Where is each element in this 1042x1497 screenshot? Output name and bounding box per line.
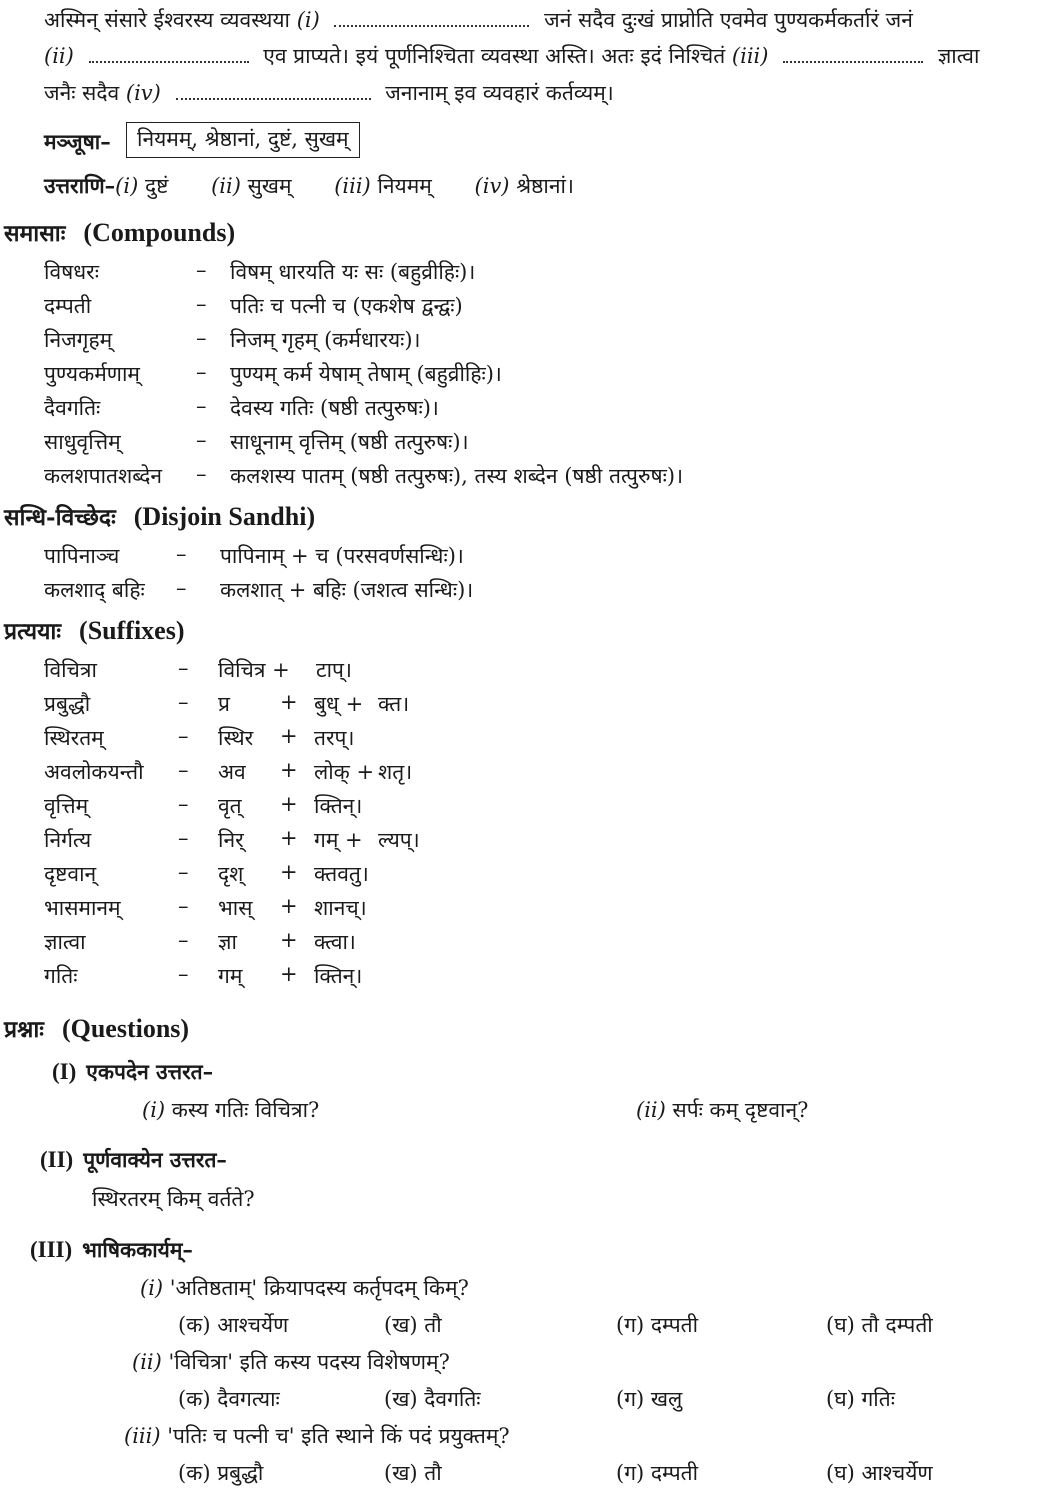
question-group-1-title (52, 1058, 213, 1086)
answers-line (44, 172, 574, 200)
dash: – (178, 860, 189, 884)
compound-expl: पुण्यम् कर्म येषाम् तेषाम् (बहुव्रीहिः)। (230, 362, 502, 386)
answers-label: उत्तराणि– (44, 173, 116, 198)
question-marker: (ii) (636, 1098, 666, 1122)
question-marker: (iii) (124, 1424, 168, 1448)
passage-text: जनानाम् इव व्यवहारं कर्तव्यम्। (385, 81, 614, 105)
heading-hindi: समासाः (4, 220, 66, 247)
heading-hindi: प्रश्नाः (4, 1016, 44, 1043)
dash: – (196, 394, 207, 418)
passage-text: ज्ञात्वा (937, 44, 980, 68)
mcq-question (132, 1348, 450, 1376)
dash: – (196, 258, 207, 282)
question-marker: (i) (140, 1276, 170, 1300)
question-ii (636, 1096, 808, 1124)
heading-hindi: प्रत्ययाः (4, 618, 62, 645)
dash: – (178, 928, 189, 952)
pratyaya-part: + (280, 894, 298, 918)
roman-numeral: (I) (52, 1059, 77, 1084)
heading-english: (Disjoin Sandhi) (133, 502, 316, 531)
blank-dots (89, 57, 249, 63)
blank-dots (783, 57, 923, 63)
answer-marker: (i) (115, 174, 139, 198)
question-i (142, 1096, 319, 1124)
heading-hindi: सन्धि-विच्छेदः (4, 504, 116, 531)
pratyaya-part: लोक् + (314, 760, 375, 784)
compound-word: कलशपातशब्देन (44, 464, 163, 488)
sandhi-heading (4, 500, 315, 532)
passage-text: अस्मिन् संसारे ईश्वरस्य व्यवस्थया (44, 8, 290, 32)
dash: – (178, 826, 189, 850)
question-text: कस्य गतिः विचित्रा? (171, 1098, 320, 1122)
mcq-option[interactable]: (ग) खलु (616, 1387, 683, 1411)
compound-word: पुण्यकर्मणाम् (44, 362, 140, 386)
pratyaya-word: अवलोकयन्तौ (44, 760, 144, 784)
pratyaya-part: + (280, 962, 298, 986)
question-marker: (ii) (132, 1350, 169, 1374)
pratyaya-part: क्त। (378, 692, 410, 716)
pratyaya-word: गतिः (44, 964, 78, 988)
pratyaya-part: + (280, 928, 298, 952)
roman-numeral: (II) (40, 1147, 74, 1172)
dash: – (178, 792, 189, 816)
manjusha-label: मञ्जूषा– (44, 129, 111, 154)
question-text: सर्पः कम् दृष्टवान्? (672, 1098, 809, 1122)
answer-value: नियमम् (377, 174, 432, 198)
pratyaya-part: शतृ। (378, 760, 413, 784)
compound-word: विषधरः (44, 260, 99, 284)
pratyaya-part: गम् (218, 964, 243, 988)
dash: – (178, 894, 189, 918)
pratyaya-word: दृष्टवान् (44, 862, 97, 886)
dash: – (178, 724, 189, 748)
compound-word: साधुवृत्तिम् (44, 430, 121, 454)
blank-marker: (iv) (125, 81, 161, 105)
pratyaya-part: प्र (218, 692, 230, 716)
dash: – (196, 462, 207, 486)
pratyaya-word: निर्गत्य (44, 828, 92, 852)
answer-marker: (iii) (334, 174, 371, 198)
passage-line-3 (44, 79, 614, 107)
pratyaya-word: वृत्तिम् (44, 794, 89, 818)
pratyaya-word: भासमानम् (44, 896, 121, 920)
answer-marker: (ii) (211, 174, 241, 198)
dash: – (178, 758, 189, 782)
manjusha-box: नियमम्, श्रेष्ठानां, दुष्टं, सुखम् (126, 122, 360, 158)
blank-dots (176, 94, 371, 100)
heading-english: (Compounds) (83, 218, 236, 247)
mcq-option[interactable]: (ग) दम्पती (616, 1313, 699, 1337)
passage-text: जनं सदैव दुःखं प्राप्नोति एवमेव पुण्यकर्मकर्तारं जनं (544, 8, 913, 32)
dash: – (196, 428, 207, 452)
compound-expl: साधूनाम् वृत्तिम् (षष्ठी तत्पुरुषः)। (230, 430, 469, 454)
mcq-option[interactable]: (ख) तौ (384, 1313, 442, 1337)
pratyaya-part: + (280, 690, 298, 714)
pratyaya-word: प्रबुद्धौ (44, 692, 91, 716)
pratyaya-part: निर् (218, 828, 244, 852)
question-ii-text: स्थिरतरम् किम् वर्तते? (92, 1187, 255, 1211)
mcq-option[interactable]: (क) प्रबुद्धौ (178, 1461, 264, 1485)
dash: – (178, 962, 189, 986)
pratyaya-part: तरप्। (314, 726, 355, 750)
pratyaya-part: टाप्। (316, 658, 352, 682)
question-marker: (i) (142, 1098, 166, 1122)
mcq-option[interactable]: (ग) दम्पती (616, 1461, 699, 1485)
roman-numeral: (III) (30, 1237, 73, 1262)
mcq-option[interactable]: (क) दैवगत्याः (178, 1387, 280, 1411)
question-text: 'अतिष्ठताम्' क्रियापदस्य कर्तृपदम् किम्? (169, 1276, 469, 1300)
passage-line-2 (44, 42, 979, 70)
mcq-option[interactable]: (घ) आश्चर्येण (826, 1461, 933, 1485)
pratyaya-part: ल्यप्। (378, 828, 420, 852)
dash: – (196, 326, 207, 350)
compound-expl: देवस्य गतिः (षष्ठी तत्पुरुषः)। (230, 396, 439, 420)
dash: – (196, 292, 207, 316)
dash: – (178, 690, 189, 714)
dash: – (176, 542, 187, 566)
pratyaya-heading (4, 614, 184, 646)
group-title: भाषिककार्यम्– (82, 1237, 193, 1262)
compound-word: दम्पती (44, 294, 92, 318)
sandhi-word: कलशाद् बहिः (44, 578, 145, 602)
passage-line-1 (44, 6, 913, 34)
pratyaya-part: + (280, 724, 298, 748)
pratyaya-part: ज्ञा (218, 930, 237, 954)
answer-value: सुखम् (247, 174, 292, 198)
mcq-option[interactable]: (घ) गतिः (826, 1387, 895, 1411)
answer-value: श्रेष्ठानां। (516, 174, 574, 198)
mcq-option[interactable]: (ख) दैवगतिः (384, 1387, 481, 1411)
group-title: पूर्णवाक्येन उत्तरत– (83, 1147, 227, 1172)
compound-expl: विषम् धारयति यः सः (बहुव्रीहिः)। (230, 260, 476, 284)
pratyaya-part: + (280, 792, 298, 816)
pratyaya-part: अव (218, 760, 246, 784)
sandhi-expl: पापिनाम् + च (परसवर्णसन्धिः)। (220, 544, 464, 568)
blank-marker: (i) (296, 8, 320, 32)
pratyaya-word: विचित्रा (44, 658, 97, 682)
mcq-option[interactable]: (क) आश्चर्येण (178, 1313, 289, 1337)
compound-expl: निजम् गृहम् (कर्मधारयः)। (230, 328, 421, 352)
dash: – (178, 656, 189, 680)
question-group-2-title (40, 1146, 227, 1174)
compound-word: निजगृहम् (44, 328, 113, 352)
dash: – (176, 576, 187, 600)
pratyaya-word: स्थिरतम् (44, 726, 104, 750)
pratyaya-word: ज्ञात्वा (44, 930, 86, 954)
passage-text: जनैः सदैव (44, 81, 120, 105)
pratyaya-part: वृत् (218, 794, 242, 818)
pratyaya-part: क्तवतु। (314, 862, 369, 886)
compound-word: दैवगतिः (44, 396, 101, 420)
pratyaya-part: विचित्र + (218, 658, 290, 682)
blank-marker: (iii) (731, 44, 769, 68)
answer-value: दुष्टं (144, 174, 169, 198)
pratyaya-part: भास् (218, 896, 253, 920)
sandhi-expl: कलशात् + बहिः (जशत्व सन्धिः)। (220, 578, 474, 602)
pratyaya-part: क्तिन्। (314, 964, 363, 988)
mcq-option[interactable]: (ख) तौ (384, 1461, 442, 1485)
mcq-question (124, 1422, 510, 1450)
pratyaya-part: क्त्वा। (314, 930, 356, 954)
pratyaya-part: + (280, 826, 298, 850)
question-group-3-title (30, 1236, 193, 1264)
passage-text: एव प्राप्यते। इयं पूर्णनिश्चिता व्यवस्था अस्ति। अतः इदं निश्चितं (263, 44, 726, 68)
pratyaya-part: दृश् (218, 862, 244, 886)
answer-marker: (iv) (474, 174, 510, 198)
pratyaya-part: + (280, 860, 298, 884)
pratyaya-part: स्थिर (218, 726, 254, 750)
pratyaya-part: गम् + (314, 828, 363, 852)
question-text: 'पतिः च पत्नी च' इति स्थाने किं पदं प्रयुक्तम्? (167, 1424, 510, 1448)
mcq-question (140, 1274, 469, 1302)
mcq-option[interactable]: (घ) तौ दम्पती (826, 1313, 933, 1337)
sandhi-word: पापिनाञ्च (44, 544, 120, 568)
prashna-heading (4, 1012, 189, 1044)
pratyaya-part: शानच्। (314, 896, 367, 920)
samasa-heading (4, 216, 235, 248)
blank-dots (334, 21, 529, 27)
blank-marker: (ii) (44, 44, 74, 68)
pratyaya-part: + (280, 758, 298, 782)
heading-english: (Questions) (61, 1014, 190, 1043)
question-text: 'विचित्रा' इति कस्य पदस्य विशेषणम्? (168, 1350, 450, 1374)
group-title: एकपदेन उत्तरत– (86, 1059, 214, 1084)
compound-expl: पतिः च पत्नी च (एकशेष द्वन्द्वः) (230, 294, 463, 318)
pratyaya-part: बुध् + (314, 692, 364, 716)
compound-expl: कलशस्य पातम् (षष्ठी तत्पुरुषः), तस्य शब्देन (षष्ठी तत्पुरुषः)। (230, 464, 684, 488)
dash: – (196, 360, 207, 384)
pratyaya-part: क्तिन्। (314, 794, 363, 818)
heading-english: (Suffixes) (79, 616, 185, 645)
